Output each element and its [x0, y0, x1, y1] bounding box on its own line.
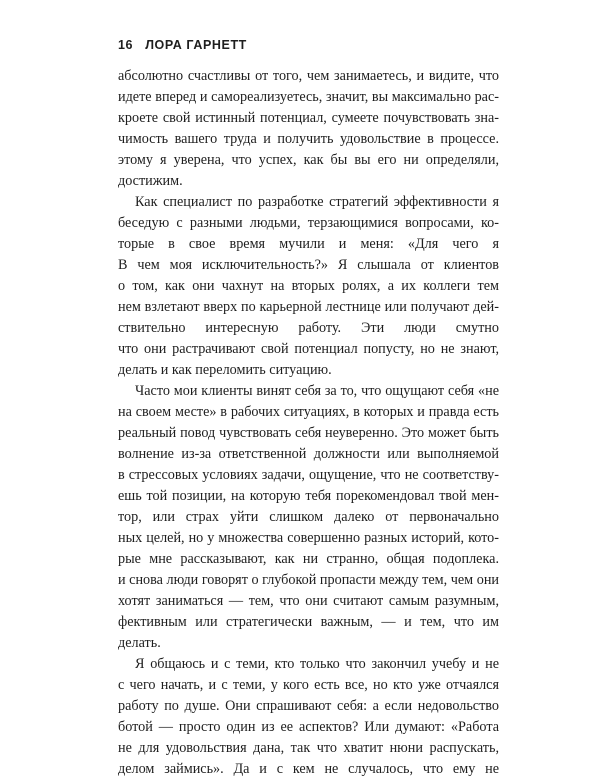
text-line: делом займись». Да и с кем не случалось, что ему не	[118, 761, 499, 777]
text-line: Я общаюсь и с теми, кто только что закончил учебу и не	[135, 656, 499, 672]
text-line: волнение из-за ответственной должности или выполняемой	[118, 446, 499, 462]
text-line: нем взлетают вверх по карьерной лестнице или получают дей-	[118, 299, 499, 315]
text-line: и снова люди говорят о глубокой пропасти между тем, чем они	[118, 572, 499, 588]
text-line: рые мне рассказывают, как ни странно, общая подоплека.	[118, 551, 499, 567]
body-text	[118, 66, 499, 780]
page-number: 16	[118, 38, 134, 52]
text-line: делать и как переломить ситуацию.	[118, 362, 332, 378]
running-header	[118, 38, 247, 52]
text-line: В чем моя исключительность?» Я слышала от клиентов	[118, 257, 499, 273]
text-line: беседую с разными людьми, терзающимися вопросами, ко-	[118, 215, 499, 231]
text-line: что они растрачивают свой потенциал попусту, но не знают,	[118, 341, 499, 357]
text-line: делать.	[118, 635, 161, 651]
text-line: ботой — просто один из ее аспектов? Или думают: «Работа	[118, 719, 499, 735]
paragraph	[118, 66, 499, 192]
text-line: торые в свое время мучили и меня: «Для чего я	[118, 236, 499, 252]
text-line: тор, или страх уйти слишком далеко от первоначально	[118, 509, 499, 525]
text-line: реальный повод чувствовать себя неуверенно. Это может быть	[118, 425, 499, 441]
text-line: ешь той позиции, на которую тебя порекомендовал твой мен-	[118, 488, 499, 504]
text-line: достижим.	[118, 173, 183, 189]
text-line: идете вперед и самореализуетесь, значит, вы максимально рас-	[118, 89, 499, 105]
paragraph	[118, 192, 499, 381]
text-line: ствительно интересную работу. Эти люди смутно	[118, 320, 499, 336]
text-line: Часто мои клиенты винят себя за то, что ощущают себя «не	[135, 383, 499, 399]
text-line: на своем месте» в рабочих ситуациях, в которых и правда есть	[118, 404, 499, 420]
text-line: ных целей, но у множества совершенно разных историй, кото-	[118, 530, 499, 546]
text-line: не для удовольствия дана, так что хватит нюни распускать,	[118, 740, 499, 756]
text-line: о том, как они чахнут на вторых ролях, а их коллеги тем	[118, 278, 499, 294]
text-line: кроете свой истинный потенциал, сумеете почувствовать зна-	[118, 110, 499, 126]
text-line: Как специалист по разработке стратегий эффективности я	[135, 194, 499, 210]
text-line: с чего начать, и с теми, у кого есть все, но кто уже отчаялся	[118, 677, 499, 693]
text-line: в стрессовых условиях задачи, ощущение, что не соответству-	[118, 467, 499, 483]
text-line: фективным или стратегически важным, — и тем, что им	[118, 614, 499, 630]
text-line: хотят заниматься — тем, что они считают самым разумным,	[118, 593, 499, 609]
text-line: этому я уверена, что успех, как бы вы его ни определяли,	[118, 152, 499, 168]
text-line: абсолютно счастливы от того, чем занимаетесь, и видите, что	[118, 68, 499, 84]
text-line: работу по душе. Они спрашивают себя: а если недовольство	[118, 698, 499, 714]
paragraph	[118, 381, 499, 654]
running-title: ЛОРА ГАРНЕТТ	[145, 38, 247, 52]
paragraph	[118, 654, 499, 780]
text-line: чимость вашего труда и получить удовольствие в процессе.	[118, 131, 499, 147]
